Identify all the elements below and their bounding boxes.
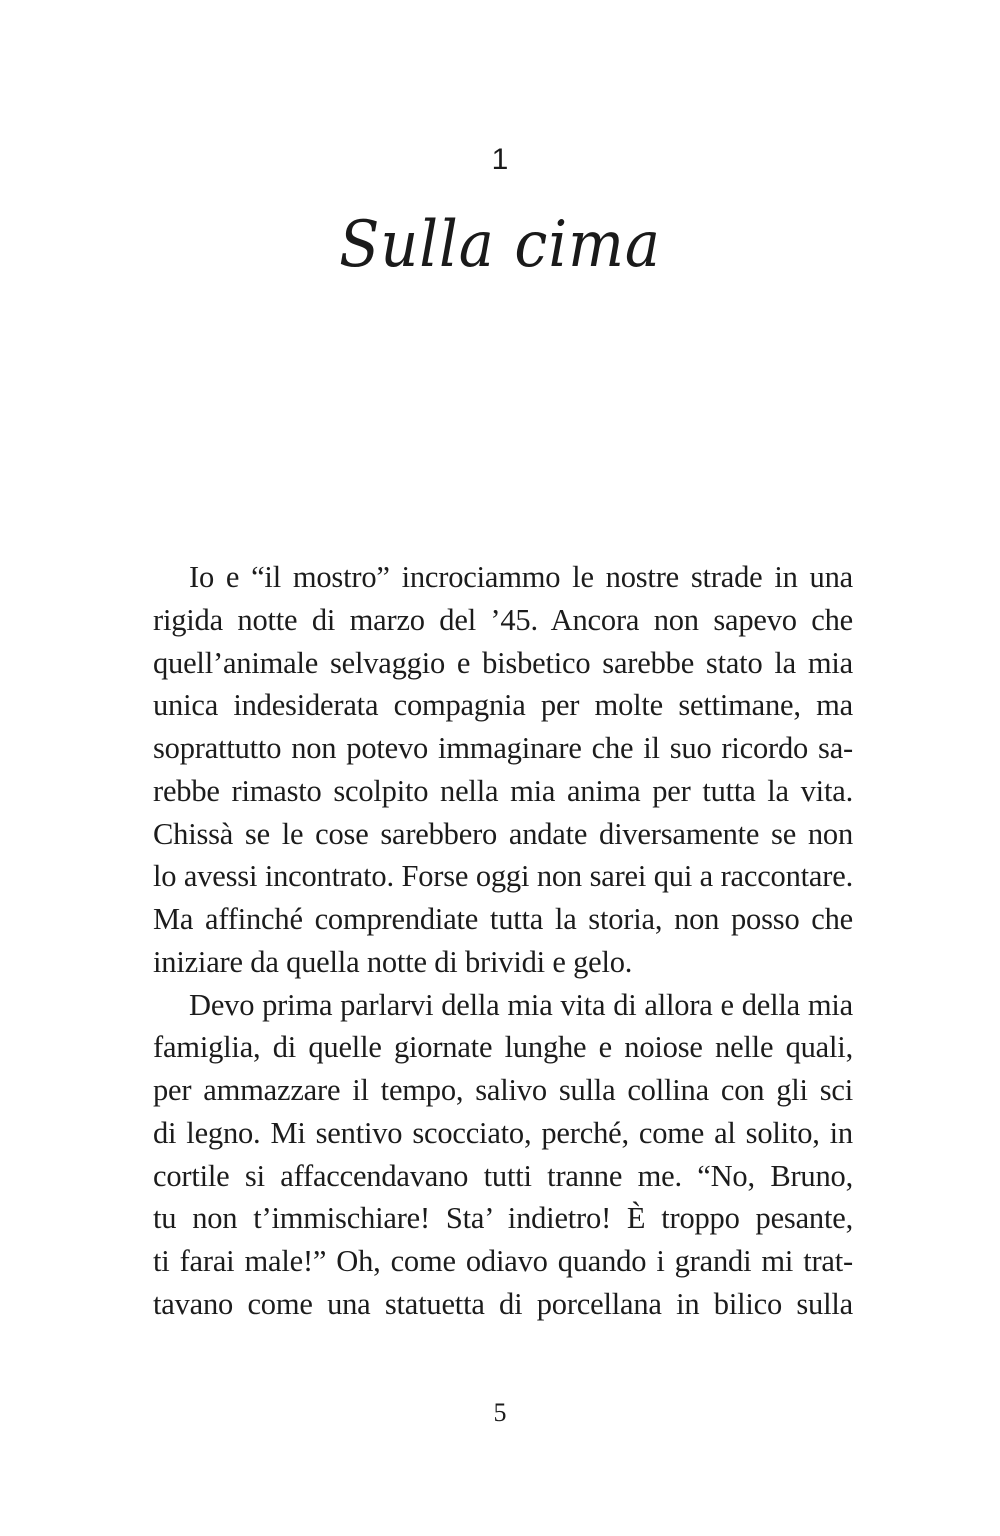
- text-line: soprattutto non potevo immaginare che il suo ricordo sa-: [153, 731, 853, 765]
- chapter-number: 1: [491, 143, 509, 176]
- text-line: iniziare da quella notte di brividi e gelo.: [153, 944, 633, 979]
- text-line: cortile si affaccendavano tutti tranne me. “No, Bruno,: [153, 1158, 853, 1193]
- paragraph-1: [153, 556, 853, 984]
- text-line: per ammazzare il tempo, salivo sulla collina con gli sci: [153, 1073, 853, 1107]
- text-line: famiglia, di quelle giornate lunghe e noiose nelle quali,: [153, 1030, 853, 1065]
- text-line: unica indesiderata compagnia per molte settimane, ma: [153, 688, 853, 723]
- text-line: Ma affinché comprendiate tutta la storia, non posso che: [153, 902, 853, 936]
- paragraph-2: [153, 984, 853, 1326]
- text-line: tavano come una statuetta di porcellana in bilico sulla: [153, 1286, 853, 1321]
- text-line: quell’animale selvaggio e bisbetico sarebbe stato la mia: [153, 645, 853, 680]
- text-line: Devo prima parlarvi della mia vita di allora e della mia: [189, 987, 853, 1022]
- text-line: rigida notte di marzo del ’45. Ancora non sapevo che: [153, 602, 853, 637]
- text-line: di legno. Mi sentivo scocciato, perché, come al solito, in: [153, 1115, 853, 1150]
- page-number: 5: [493, 1398, 507, 1427]
- text-line: rebbe rimasto scolpito nella mia anima per tutta la vita.: [153, 773, 853, 808]
- text-line: tu non t’immischiare! Sta’ indietro! È troppo pesante,: [153, 1201, 853, 1236]
- chapter-title: Sulla cima: [339, 208, 661, 282]
- text-line: ti farai male!” Oh, come odiavo quando i grandi mi trat-: [153, 1244, 853, 1278]
- text-line: lo avessi incontrato. Forse oggi non sarei qui a raccontare.: [153, 859, 853, 894]
- body-text: [153, 556, 853, 1326]
- text-line: Chissà se le cose sarebbero andate diversamente se non: [153, 816, 853, 851]
- text-line: Io e “il mostro” incrociammo le nostre strade in una: [189, 560, 853, 594]
